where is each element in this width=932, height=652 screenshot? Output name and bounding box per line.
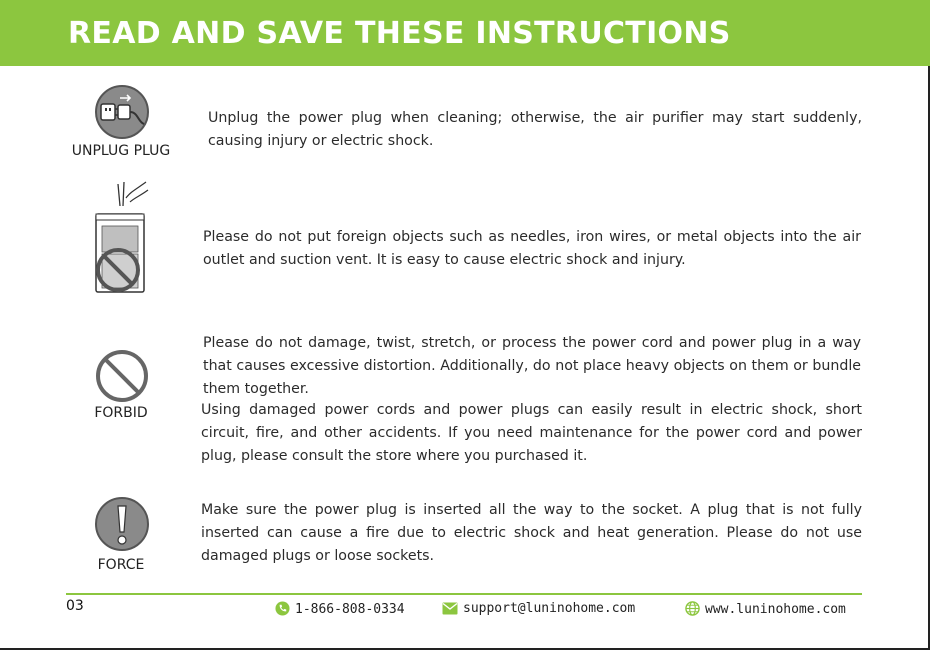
forbid-icon bbox=[94, 348, 150, 408]
globe-icon bbox=[685, 601, 700, 620]
footer-divider bbox=[66, 593, 862, 595]
phone-contact bbox=[275, 601, 405, 620]
mail-icon bbox=[442, 602, 458, 619]
unplug-label: UNPLUG PLUG bbox=[71, 143, 171, 159]
page-title: READ AND SAVE THESE INSTRUCTIONS bbox=[68, 16, 731, 51]
page-header bbox=[0, 0, 930, 66]
website-url: www.luninohome.com bbox=[705, 602, 846, 617]
email-contact bbox=[442, 601, 635, 619]
no-foreign-objects-icon bbox=[90, 178, 154, 302]
page-number: 03 bbox=[66, 598, 84, 614]
unplug-icon bbox=[94, 84, 150, 144]
force-label: FORCE bbox=[97, 557, 145, 573]
phone-number: 1-866-808-0334 bbox=[295, 602, 405, 617]
email-address: support@luninohome.com bbox=[463, 601, 636, 616]
force-icon bbox=[94, 496, 150, 556]
website-contact bbox=[685, 601, 846, 620]
foreign-objects-text: Please do not put foreign objects such as needles, iron wires, or metal objects into the air outlet and suction vent. It is easy to cause electric shock and injury. bbox=[203, 229, 861, 268]
forbid-label: FORBID bbox=[94, 405, 148, 421]
forbid-text: Please do not damage, twist, stretch, or process the power cord and power plug in a way that causes excessive distortion. Additionally, do not place heavy objects on them or bundle them together. bbox=[203, 335, 861, 397]
damaged-cord-text: Using damaged power cords and power plugs can easily result in electric shock, short circuit, fire, and other accidents. If you need maintenance for the power cord and power plug, please consult the store where you purchased it. bbox=[201, 402, 862, 464]
force-text: Make sure the power plug is inserted all the way to the socket. A plug that is not fully inserted can cause a fire due to electric shock and heat generation. Please do not use damaged plugs or loose sockets. bbox=[201, 502, 862, 564]
unplug-text: Unplug the power plug when cleaning; otherwise, the air purifier may start suddenly, causing injury or electric shock. bbox=[208, 110, 862, 149]
phone-icon bbox=[275, 601, 290, 620]
